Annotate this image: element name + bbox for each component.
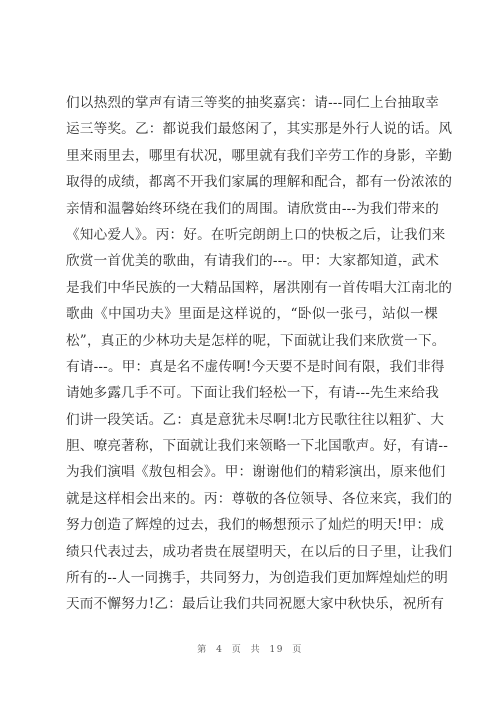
text-line: 为我们演唱《敖包相会》。甲：谢谢他们的精彩演出，原来他们: [66, 464, 446, 481]
text-line: 里来雨里去，哪里有状况，哪里就有我们辛劳工作的身影，辛勤: [66, 147, 453, 164]
footer-page-label: 页: [231, 645, 243, 655]
text-line: 绩只代表过去，成功者贵在展望明天，在以后的日子里，让我们: [66, 543, 453, 560]
page-footer: [0, 642, 500, 655]
text-line: 天而不懈努力!乙：最后让我们共同祝愿大家中秋快乐，祝所有: [66, 596, 445, 613]
text-line: 胆、嘹亮著称，下面就让我们来领略一下北国歌声。好，有请--: [66, 438, 449, 455]
text-line: 亲情和温馨始终环绕在我们的周围。请欣赏由---为我们带来的: [66, 200, 440, 217]
text-line: 取得的成绩，都离不开我们家属的理解和配合，都有一份浓浓的: [66, 174, 453, 191]
text-line: 有请---。甲：真是名不虚传啊!今天要不是时间有限，我们非得: [66, 358, 445, 375]
text-line: 所有的--人一同携手，共同努力，为创造我们更加辉煌灿烂的明: [66, 570, 449, 587]
footer-total-pages: 19: [269, 645, 284, 655]
text-line: 请她多露几手不可。下面让我们轻松一下，有请---先生来给我: [66, 385, 440, 402]
text-line: 歌曲《中国功夫》里面是这样说的，“卧似一张弓，站似一棵: [66, 306, 438, 323]
text-line: 们讲一段笑话。乙：真是意犹未尽啊!北方民歌往往以粗犷、大: [66, 411, 445, 428]
text-line: 《知心爱人》。丙：好。在听完朗朗上口的快板之后，让我们来: [66, 226, 446, 243]
text-line: 松”，真正的少林功夫是怎样的呢，下面就让我们来欣赏一下。: [66, 332, 446, 349]
footer-prefix: 第: [197, 645, 208, 655]
body-text: [66, 90, 453, 618]
text-line: 欣赏一首优美的歌曲，有请我们的---。甲：大家都知道，武术: [66, 253, 440, 270]
text-line: 是我们中华民族的一大精品国粹，屠洪刚有一首传唱大江南北的: [66, 279, 453, 296]
footer-current-page: 4: [216, 645, 224, 655]
text-line: 就是这样相会出来的。丙：尊敬的各位领导、各位来宾，我们的: [66, 490, 453, 507]
text-line: 们以热烈的掌声有请三等奖的抽奖嘉宾：请---同仁上台抽取幸: [66, 95, 440, 111]
text-line: 运三等奖。乙：都说我们最悠闲了，其实那是外行人说的话。风: [66, 121, 453, 138]
footer-suffix: 页: [292, 645, 303, 655]
text-line: 努力创造了辉煌的过去，我们的畅想预示了灿烂的明天!甲：成: [66, 517, 445, 534]
footer-total-label: 共: [250, 645, 262, 655]
